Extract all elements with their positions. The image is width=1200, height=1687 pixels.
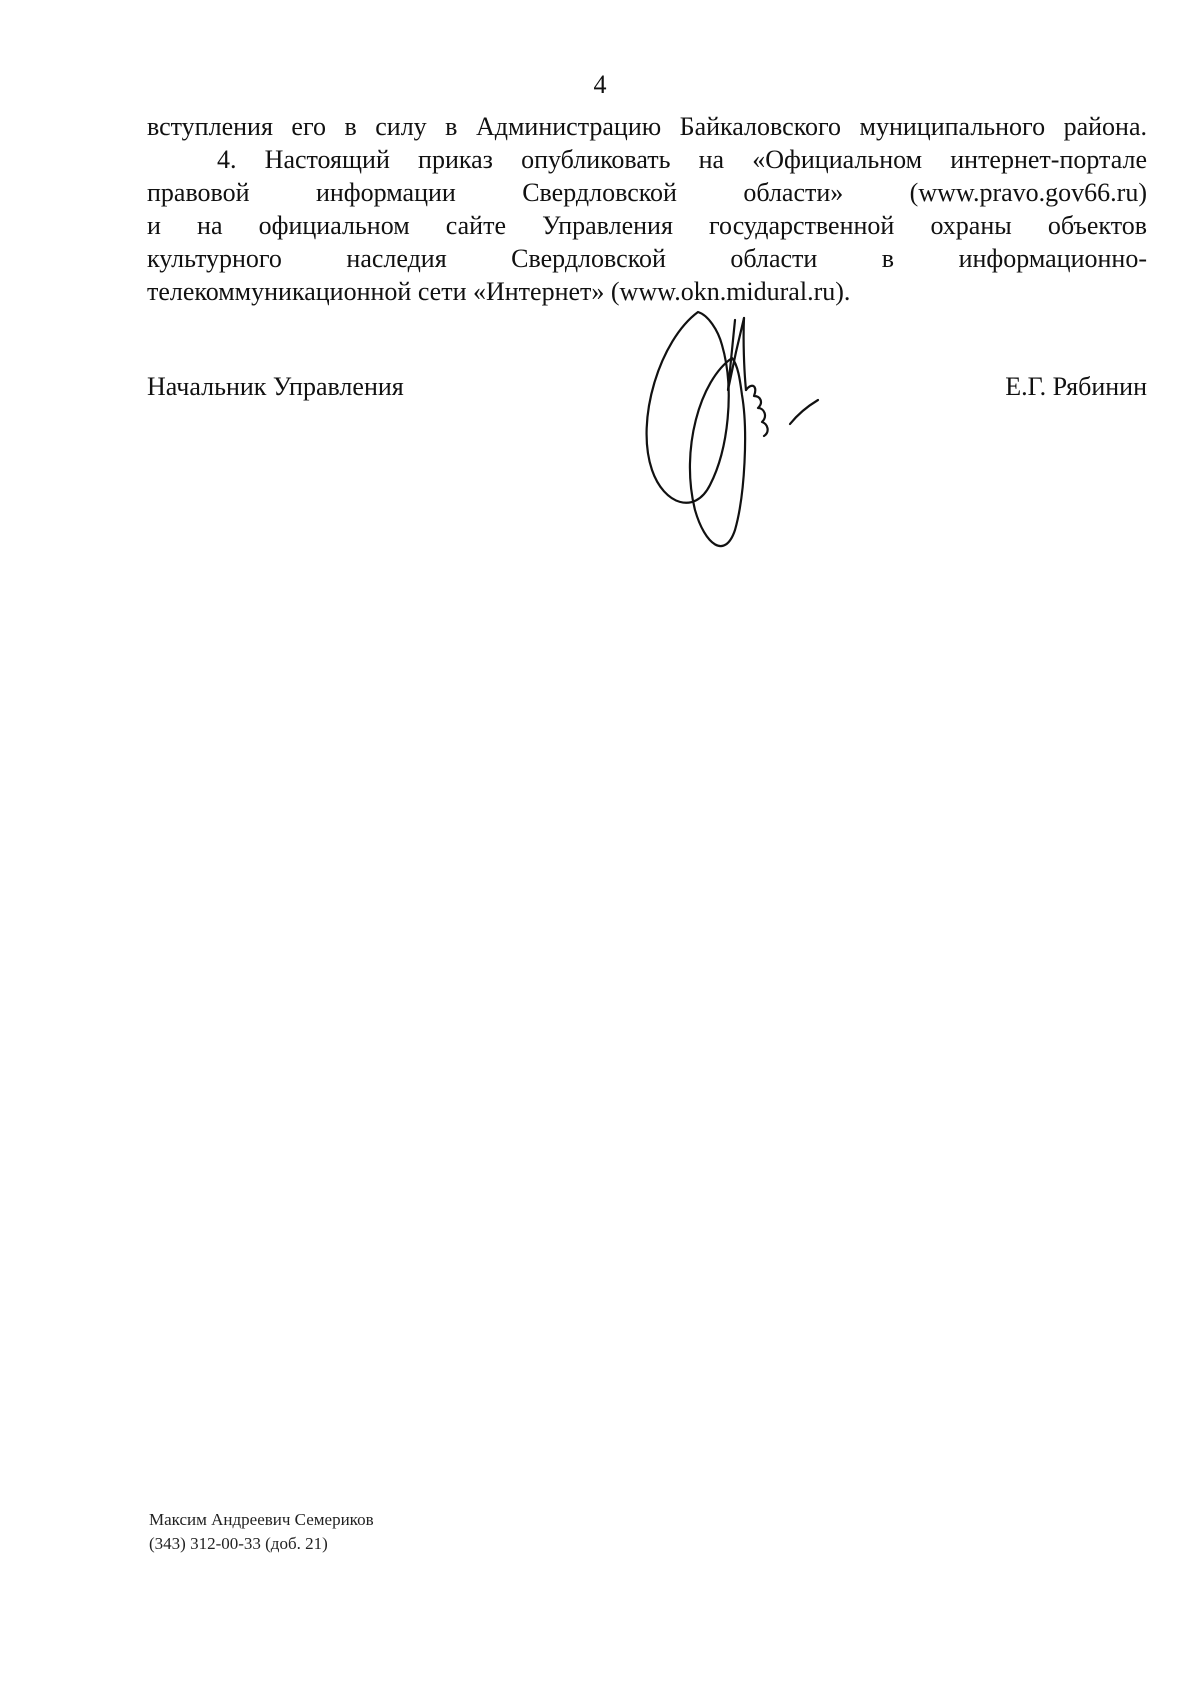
handwritten-signature xyxy=(640,300,860,570)
body-line: 4. Настоящий приказ опубликовать на «Официальном интернет-портале xyxy=(217,145,1147,174)
body-line: вступления его в силу в Администрацию Байкаловского муниципального района. xyxy=(147,112,1147,141)
signatory-position: Начальник Управления xyxy=(147,372,404,401)
body-line: телекоммуникационной сети «Интернет» (www.okn.midural.ru). xyxy=(147,277,851,306)
executor-info xyxy=(149,1508,374,1556)
page-number: 4 xyxy=(593,70,607,99)
executor-name: Максим Андреевич Семериков xyxy=(149,1510,374,1529)
body-line: культурного наследия Свердловской области в информационно- xyxy=(147,244,1147,273)
document-body xyxy=(147,110,1147,308)
body-line: и на официальном сайте Управления государственной охраны объектов xyxy=(147,211,1147,240)
body-line: правовой информации Свердловской области» (www.pravo.gov66.ru) xyxy=(147,178,1147,207)
executor-phone: (343) 312-00-33 (доб. 21) xyxy=(149,1534,328,1553)
signatory-name: Е.Г. Рябинин xyxy=(1005,372,1147,401)
